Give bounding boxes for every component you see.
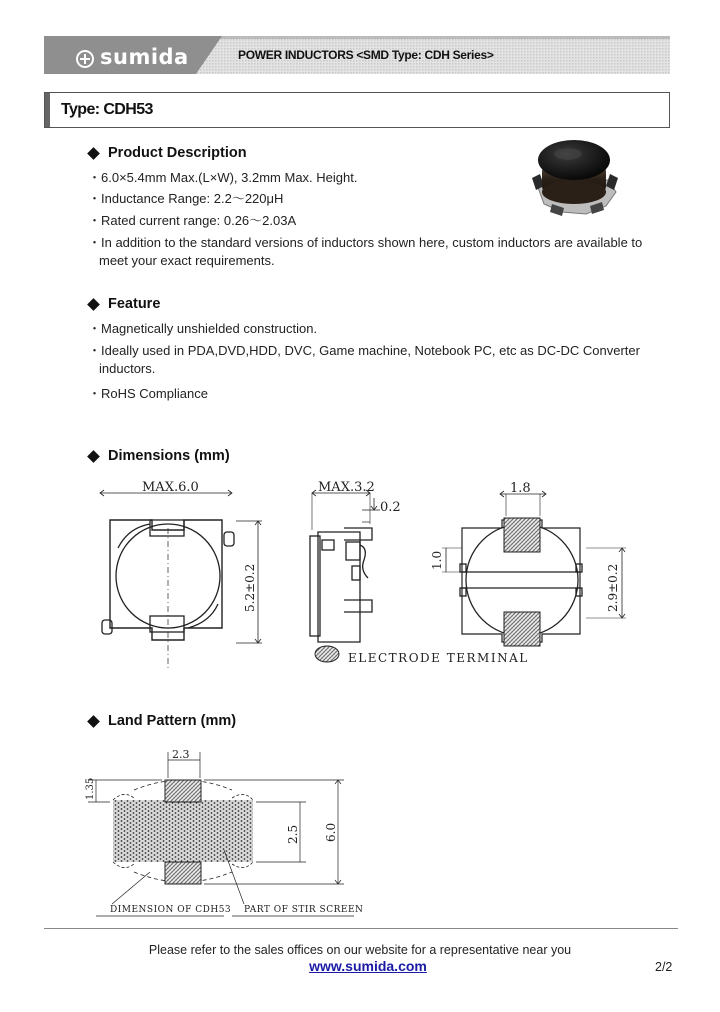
dimensions-heading: Dimensions (mm) xyxy=(89,448,230,464)
feature-line: ・Magnetically unshielded construction. xyxy=(88,321,318,336)
top-view-drawing xyxy=(100,490,262,668)
feature-heading: Feature xyxy=(89,296,160,312)
type-label: Type: CDH53 xyxy=(61,101,153,118)
description-line: ・In addition to the standard versions of inductors shown here, custom inductors are available to xyxy=(88,235,643,250)
product-description-heading: Product Description xyxy=(89,145,247,161)
header-title: POWER INDUCTORS <SMD Type: CDH Series> xyxy=(238,48,494,62)
electrode-terminal-bottom xyxy=(504,612,540,646)
dimension-callout: DIMENSION OF CDH53 xyxy=(110,905,232,915)
feature-line: ・RoHS Compliance xyxy=(88,386,208,401)
width-label: 5.2±0.2 xyxy=(243,563,257,612)
electrode-terminal-top xyxy=(504,518,540,552)
max-height-label: MAX.3.2 xyxy=(318,480,375,495)
side-view-drawing xyxy=(310,490,380,642)
terminal-span-label: 2.9±0.2 xyxy=(606,563,620,612)
description-line: ・Inductance Range: 2.2～220μH xyxy=(88,191,284,206)
pad-width-label: 2.3 xyxy=(172,748,190,761)
inner-span-label: 2.5 xyxy=(286,824,300,844)
terminal-width-label: 1.8 xyxy=(510,481,531,496)
diamond-bullet-icon xyxy=(87,715,100,728)
max-length-label: MAX.6.0 xyxy=(142,480,199,495)
land-pattern-heading: Land Pattern (mm) xyxy=(89,713,236,729)
description-line: ・Rated current range: 0.26～2.03A xyxy=(88,213,297,228)
pad-height-label: 1.35 xyxy=(85,777,96,800)
terminal-thickness-label: 0.2 xyxy=(380,500,401,515)
footer-note: Please refer to the sales offices on our website for a representative near you xyxy=(148,943,572,957)
logo-text: sumida xyxy=(100,45,189,69)
land-pattern-drawing xyxy=(88,752,354,916)
feature-line: ・Ideally used in PDA,DVD,HDD, DVC, Game machine, Notebook PC, etc as DC-DC Converter xyxy=(88,343,640,358)
terminal-depth-label: 1.0 xyxy=(430,550,444,570)
electrode-legend-label: ELECTRODE TERMINAL xyxy=(348,651,529,665)
feature-line: inductors. xyxy=(99,361,156,376)
website-link[interactable]: www.sumida.com xyxy=(309,958,427,974)
page-number: 2/2 xyxy=(655,960,673,974)
electrode-legend-swatch xyxy=(315,646,339,662)
description-line: ・6.0×5.4mm Max.(L×W), 3.2mm Max. Height. xyxy=(88,170,358,185)
description-line: meet your exact requirements. xyxy=(99,253,275,268)
stir-screen-area xyxy=(113,800,253,862)
footer-divider xyxy=(44,928,678,929)
stir-callout: PART OF STIR SCREEN xyxy=(244,905,364,915)
outer-span-label: 6.0 xyxy=(324,822,338,842)
